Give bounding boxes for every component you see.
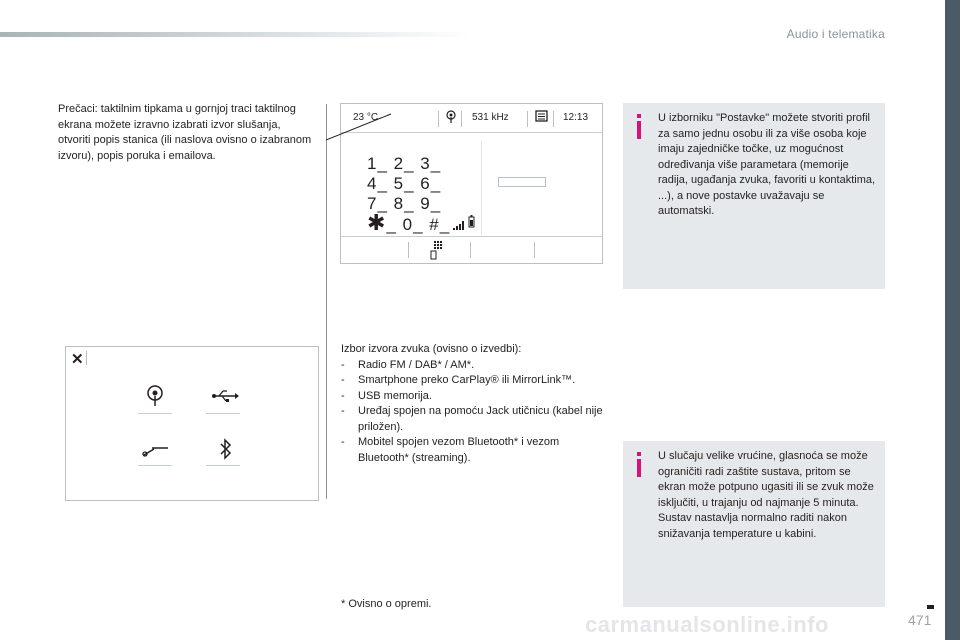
battery-icon	[468, 215, 476, 233]
right-rail	[945, 0, 960, 640]
touchscreen-illustration	[340, 103, 603, 264]
info-note-heat	[623, 441, 885, 607]
page-number: 471	[908, 612, 932, 628]
radio-icon[interactable]	[445, 110, 457, 127]
signal-icon	[453, 217, 467, 235]
temperature-readout: 23 °C	[353, 112, 379, 123]
source-select-illustration	[65, 346, 319, 501]
keypad-row-1[interactable]: 1_ 2_ 3_	[367, 154, 442, 173]
note-heat-text: U slučaju velike vrućine, glasnoća se može ograničiti radi zaštite sustava, pritom se ekran može potpuno ugasiti ili se zvuk može isključiti, u trajanju od najmanje 5 minuta. Sustav nastavlja normalno raditi nakon snižavanja temperature u kabini.	[658, 450, 874, 540]
jack-icon[interactable]	[142, 443, 170, 462]
source-intro: Izbor izvora zvuka (ovisno o izvedbi):	[341, 343, 522, 355]
clock-readout: 12:13	[563, 112, 589, 123]
star-key[interactable]: ✱	[367, 210, 387, 235]
list-item: - Smartphone preko CarPlay® ili MirrorLink™.	[341, 374, 576, 386]
note-settings-text: U izborniku "Postavke" možete stvoriti profil za samo jednu osobu ili za više osoba koje imaju zajedničke točke, uz mogućnost određivanja više parametara (memorije radija, ugađanja zvuka, favoriti u kontaktima, ...), a nove postavke uvažavaju se automatski.	[658, 112, 876, 217]
footnote: * Ovisno o opremi.	[341, 598, 432, 610]
radio-source-icon[interactable]	[146, 385, 164, 412]
info-icon	[636, 452, 642, 478]
pointer-line	[326, 113, 406, 141]
messages-icon[interactable]	[535, 110, 549, 126]
bluetooth-icon[interactable]	[220, 438, 232, 465]
list-item: - USB memorija.	[341, 389, 432, 402]
watermark: carmanualsonline.info	[585, 612, 829, 637]
phone-keypad-icon[interactable]	[430, 240, 444, 265]
column-divider	[326, 104, 327, 499]
info-note-settings	[623, 103, 885, 289]
page-marker	[927, 605, 934, 609]
list-item: - Uređaj spojen na pomoću Jack utičnicu (kabel nije priložen).	[341, 405, 603, 433]
header-bar	[0, 32, 470, 37]
info-icon	[636, 114, 642, 140]
section-title: Audio i telematika	[786, 27, 885, 41]
keypad-row-2[interactable]: 4_ 5_ 6_	[367, 174, 442, 193]
keypad-row-4[interactable]: ✱_ 0_ #_	[367, 210, 451, 235]
source-select-text	[341, 342, 611, 466]
number-display-field[interactable]	[498, 177, 546, 187]
usb-icon[interactable]	[211, 389, 239, 408]
frequency-readout: 531 kHz	[472, 112, 509, 123]
list-item: - Radio FM / DAB* / AM*.	[341, 358, 475, 371]
close-icon[interactable]: ✕	[71, 351, 84, 368]
list-item: - Mobitel spojen vezom Bluetooth* i vezom Bluetooth* (streaming).	[341, 436, 560, 464]
shortcuts-paragraph: Prečaci: taktilnim tipkama u gornjoj traci taktilnog ekrana možete izravno izabrati izvor slušanja, otvoriti popis stanica (ili naslova ovisno o izabranom izvoru), popis poruka i emailova.	[58, 103, 312, 162]
keypad-row-3[interactable]: 7_ 8_ 9_	[367, 194, 442, 213]
